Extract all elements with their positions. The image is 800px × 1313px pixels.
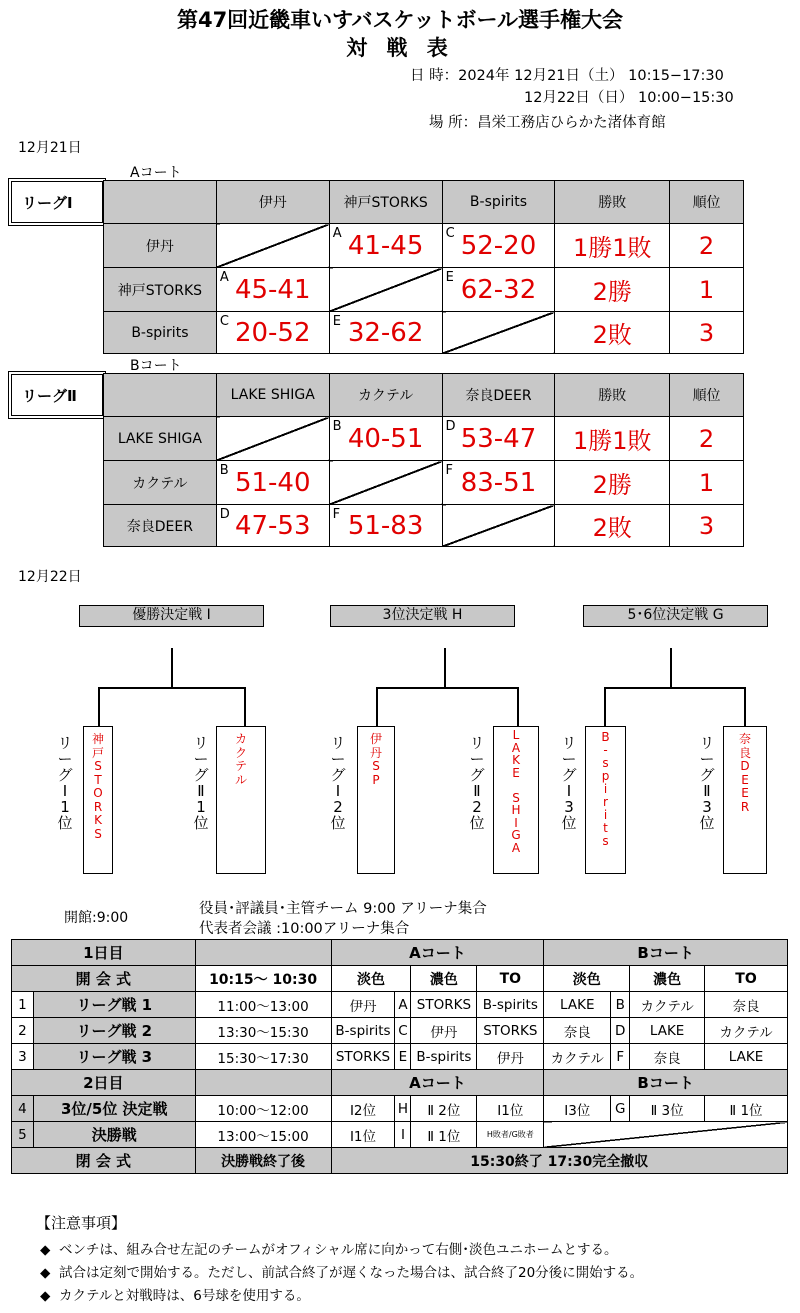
court-b-to: LAKE: [705, 1044, 788, 1070]
court-a-light: 伊丹: [331, 992, 395, 1018]
league2-header: 勝敗: [555, 374, 670, 417]
league2-diagonal: [329, 461, 442, 505]
league1-rank: 2: [670, 224, 744, 268]
league2-rank: 3: [670, 505, 744, 547]
match-name: 3位/5位 決定戦: [33, 1096, 195, 1122]
bracket-line: [98, 687, 246, 689]
league1-record: 2敗: [555, 312, 670, 354]
bracket-team: L A K E S H I G A: [511, 728, 521, 855]
meeting-line-1: 役員･評議員･主管チーム 9:00 アリーナ集合: [199, 901, 487, 917]
league2-diagonal: [216, 417, 329, 461]
closing-time: 決勝戦終了後: [195, 1148, 331, 1174]
court-a-header: Aコート: [331, 940, 544, 966]
league2-header: カクテル: [329, 374, 442, 417]
closing-ceremony: 閉 会 式: [12, 1148, 196, 1174]
court-b-to: 奈良: [705, 992, 788, 1018]
match-time: 13:30〜15:30: [195, 1018, 331, 1044]
court-b-to: カクテル: [705, 1018, 788, 1044]
league2-score: B 40-51: [329, 417, 442, 461]
league1-diagonal: [329, 268, 442, 312]
bracket-team: カ ク テ ル: [234, 732, 247, 787]
bracket-seed-label: リ ー グ Ⅰ 1 位: [57, 734, 73, 832]
league2-header: 順位: [670, 374, 744, 417]
bracket-line: [376, 687, 519, 689]
league1-rank: 1: [670, 268, 744, 312]
league1-score: A 41-45: [329, 224, 442, 268]
court-b-dark: Ⅱ 3位: [630, 1096, 705, 1122]
bracket-line: [744, 687, 746, 727]
court-b-dark: 奈良: [630, 1044, 705, 1070]
court-a-dark: B-spirits: [411, 1044, 477, 1070]
bracket-line: [517, 687, 519, 727]
court-a-dark: Ⅱ 2位: [411, 1096, 477, 1122]
page-title: 第47回近畿車いすバスケットボール選手権大会: [176, 8, 624, 32]
court-a-game-id: I: [395, 1122, 411, 1148]
league2-record: 2敗: [555, 505, 670, 547]
league1-header: 伊丹: [216, 181, 329, 224]
opening-ceremony: 開 会 式: [12, 966, 196, 992]
court-b-game-id: F: [611, 1044, 630, 1070]
bracket-team: 奈 良 D E E R: [738, 732, 751, 814]
open-time: 開館:9:00: [64, 910, 129, 926]
court-a-dark: 伊丹: [411, 1018, 477, 1044]
court-b-empty: [544, 1122, 788, 1148]
league1-table: [103, 180, 744, 354]
league2-name: リーグⅡ: [11, 374, 103, 416]
league2-corner: [104, 374, 217, 417]
league2-score: F 51-83: [329, 505, 442, 547]
court-a-light: Ⅰ1位: [331, 1122, 395, 1148]
bracket-team: B - s p i r i t s: [601, 730, 610, 848]
page-subtitle: 対 戦 表: [346, 36, 454, 60]
court-b-dark: LAKE: [630, 1018, 705, 1044]
row-number: 5: [12, 1122, 34, 1148]
court-a-to: 伊丹: [477, 1044, 544, 1070]
court-b-label: Bコート: [130, 358, 182, 374]
court-a-game-id: E: [395, 1044, 411, 1070]
court-b-light: Ⅰ3位: [544, 1096, 611, 1122]
match-name: リーグ戦 3: [33, 1044, 195, 1070]
notes-heading: 【注意事項】: [36, 1214, 127, 1232]
col-dark-b: 濃色: [630, 966, 705, 992]
note-item: ◆ 試合は定刻で開始する。ただし、前試合終了が遅くなった場合は、試合終了20分後に開始する。: [40, 1265, 644, 1281]
league2-header: 奈良DEER: [442, 374, 555, 417]
league2-diagonal: [442, 505, 555, 547]
league1-corner: [104, 181, 217, 224]
diamond-icon: ◆: [40, 1265, 51, 1281]
game-id: B: [219, 463, 229, 478]
bracket-line: [670, 648, 672, 688]
third-place-header: 3位決定戦 H: [330, 605, 515, 627]
game-id: F: [332, 507, 341, 522]
bracket-team-box: [493, 726, 539, 874]
game-id: A: [219, 270, 229, 285]
game-id: C: [219, 314, 229, 329]
court-a-dark: Ⅱ 1位: [411, 1122, 477, 1148]
court-a-light: B-spirits: [331, 1018, 395, 1044]
league1-team: 伊丹: [104, 224, 217, 268]
col-to-a: TO: [477, 966, 544, 992]
bracket-team-box: [216, 726, 266, 874]
league2-team: 奈良DEER: [104, 505, 217, 547]
court-a-to: Ⅰ1位: [477, 1096, 544, 1122]
court-a-to: H敗者/G敗者: [477, 1122, 544, 1148]
bracket-line: [604, 687, 606, 727]
court-b-light: カクテル: [544, 1044, 611, 1070]
league2-record: 2勝: [555, 461, 670, 505]
league1-header: 神戸STORKS: [329, 181, 442, 224]
court-b-light: 奈良: [544, 1018, 611, 1044]
match-name: 決勝戦: [33, 1122, 195, 1148]
league1-diagonal: [216, 224, 329, 268]
row-number: 3: [12, 1044, 34, 1070]
court-a-light: STORKS: [331, 1044, 395, 1070]
match-time: 10:00〜12:00: [195, 1096, 331, 1122]
league2-rank: 1: [670, 461, 744, 505]
bracket-seed-label: リ ー グ Ⅰ 2 位: [330, 734, 346, 832]
court-a-to: B-spirits: [477, 992, 544, 1018]
bracket-team-box: [83, 726, 113, 874]
game-id: B: [332, 419, 342, 434]
bracket-seed-label: リ ー グ Ⅱ 2 位: [469, 734, 485, 832]
league2-score: D 53-47: [442, 417, 555, 461]
row-number: 1: [12, 992, 34, 1018]
bracket-line: [604, 687, 746, 689]
col-light-a: 淡色: [331, 966, 411, 992]
bracket-team-box: [357, 726, 395, 874]
court-b-game-id: G: [611, 1096, 630, 1122]
league1-score: C 52-20: [442, 224, 555, 268]
league1-score: A 45-41: [216, 268, 329, 312]
league1-record: 2勝: [555, 268, 670, 312]
court-b-header: Bコート: [544, 1070, 788, 1096]
fifth-place-header: 5･6位決定戦 G: [583, 605, 768, 627]
league1-team: 神戸STORKS: [104, 268, 217, 312]
league1-score: C 20-52: [216, 312, 329, 354]
court-a-header: Aコート: [331, 1070, 544, 1096]
game-id: D: [445, 419, 456, 434]
bracket-seed-label: リ ー グ Ⅱ 1 位: [193, 734, 209, 832]
bracket-line: [444, 648, 446, 688]
league1-record: 1勝1敗: [555, 224, 670, 268]
bracket-team-box: [723, 726, 767, 874]
court-a-to: STORKS: [477, 1018, 544, 1044]
court-b-game-id: B: [611, 992, 630, 1018]
bracket-team: 神 戸 S T O R K S: [91, 732, 104, 841]
bracket-line: [98, 687, 100, 727]
schedule-table: [11, 939, 788, 1174]
col-to-b: TO: [705, 966, 788, 992]
date-line-1: 日 時：2024年 12月21日（土） 10:15−17:30: [410, 68, 724, 84]
league1-header: 順位: [670, 181, 744, 224]
court-a-dark: STORKS: [411, 992, 477, 1018]
venue: 場 所：昌栄工務店ひらかた渚体育館: [429, 115, 666, 131]
league1-header: 勝敗: [555, 181, 670, 224]
bracket-seed-label: リ ー グ Ⅰ 3 位: [561, 734, 577, 832]
day2-header: 2日目: [12, 1070, 196, 1096]
court-b-game-id: D: [611, 1018, 630, 1044]
date-line-2: 12月22日（日） 10:00−15:30: [524, 90, 734, 106]
court-b-header: Bコート: [544, 940, 788, 966]
league1-team: B-spirits: [104, 312, 217, 354]
note-item: ◆ カクテルと対戦時は、6号球を使用する。: [40, 1288, 310, 1304]
bracket-line: [376, 687, 378, 727]
league2-team: LAKE SHIGA: [104, 417, 217, 461]
bracket-team: 伊 丹 S P: [369, 732, 382, 787]
diamond-icon: ◆: [40, 1242, 51, 1258]
match-name: リーグ戦 1: [33, 992, 195, 1018]
court-b-to: Ⅱ 1位: [705, 1096, 788, 1122]
game-id: E: [445, 270, 454, 285]
league2-team: カクテル: [104, 461, 217, 505]
league1-name: リーグⅠ: [11, 181, 103, 223]
col-dark-a: 濃色: [411, 966, 477, 992]
court-a-game-id: C: [395, 1018, 411, 1044]
day1-header: 1日目: [12, 940, 196, 966]
note-item: ◆ ベンチは、組み合せ左記のチームがオフィシャル席に向かって右側･淡色ユニホームとする。: [40, 1242, 618, 1258]
game-id: D: [219, 507, 230, 522]
court-a-label: Aコート: [130, 165, 182, 181]
day2-label: 12月22日: [18, 569, 82, 585]
meeting-line-2: 代表者会議 :10:00アリーナ集合: [199, 921, 410, 937]
league1-header: B-spirits: [442, 181, 555, 224]
bracket-line: [171, 648, 173, 688]
game-id: E: [332, 314, 341, 329]
league1-diagonal: [442, 312, 555, 354]
league1-score: E 62-32: [442, 268, 555, 312]
game-id: A: [332, 226, 342, 241]
match-time: 13:00〜15:00: [195, 1122, 331, 1148]
league2-table: [103, 373, 744, 547]
opening-time: 10:15〜 10:30: [195, 966, 331, 992]
match-time: 11:00〜13:00: [195, 992, 331, 1018]
bracket-line: [244, 687, 246, 727]
league2-record: 1勝1敗: [555, 417, 670, 461]
league1-rank: 3: [670, 312, 744, 354]
court-b-dark: カクテル: [630, 992, 705, 1018]
court-a-game-id: H: [395, 1096, 411, 1122]
game-id: F: [445, 463, 454, 478]
court-a-light: Ⅰ2位: [331, 1096, 395, 1122]
row-number: 4: [12, 1096, 34, 1122]
row-number: 2: [12, 1018, 34, 1044]
diamond-icon: ◆: [40, 1288, 51, 1304]
league2-score: F 83-51: [442, 461, 555, 505]
col-light-b: 淡色: [544, 966, 630, 992]
league2-score: B 51-40: [216, 461, 329, 505]
day1-label: 12月21日: [18, 140, 82, 156]
league2-header: LAKE SHIGA: [216, 374, 329, 417]
league2-rank: 2: [670, 417, 744, 461]
final-header: 優勝決定戦 I: [79, 605, 264, 627]
bracket-seed-label: リ ー グ Ⅱ 3 位: [699, 734, 715, 832]
game-id: C: [445, 226, 455, 241]
match-name: リーグ戦 2: [33, 1018, 195, 1044]
match-time: 15:30〜17:30: [195, 1044, 331, 1070]
closing-note: 15:30終了 17:30完全撤収: [331, 1148, 788, 1174]
court-b-light: LAKE: [544, 992, 611, 1018]
league1-score: E 32-62: [329, 312, 442, 354]
league2-score: D 47-53: [216, 505, 329, 547]
bracket-team-box: [585, 726, 626, 874]
court-a-game-id: A: [395, 992, 411, 1018]
